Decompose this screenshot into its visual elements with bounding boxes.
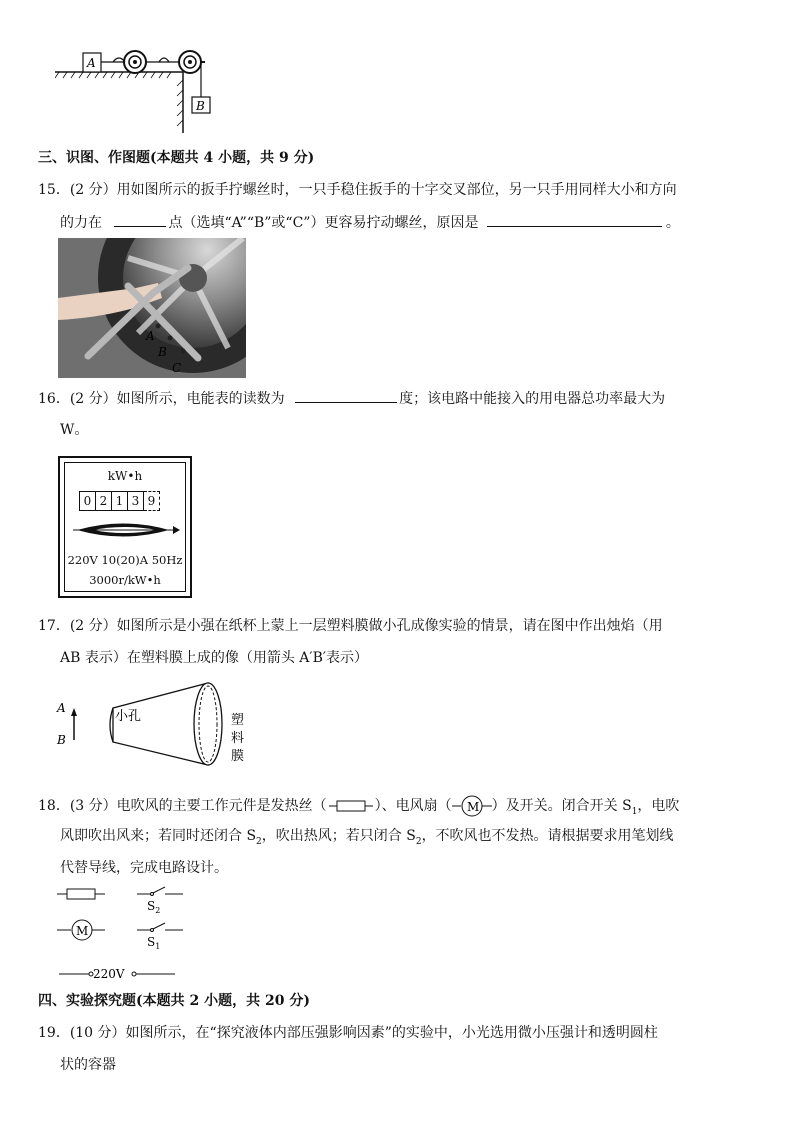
- meter-digit: 2: [96, 491, 112, 511]
- svg-text:M: M: [466, 800, 479, 814]
- q18-line2-c: ，吹出热风；若只闭合 S: [261, 828, 416, 844]
- q16-text-line1: [38, 388, 758, 409]
- meter-digit-decimal: 9: [144, 491, 160, 511]
- q15-text-line2: [60, 212, 780, 233]
- q18-line2-sub-1: 2: [256, 836, 262, 847]
- q18-text-line3: 代替导线，完成电路设计。: [60, 860, 228, 876]
- q15-line2-a: 的力在: [60, 215, 102, 231]
- q16-text-line2: W。: [60, 422, 89, 438]
- meter-spec-2: 3000r/kW•h: [89, 573, 161, 587]
- meter-unit: kW•h: [107, 469, 143, 483]
- film-label-3: 膜: [231, 749, 245, 764]
- block-b-label: B: [196, 99, 205, 113]
- meter-digits: [79, 491, 160, 511]
- q18-line1-a: 18．(3 分）电吹风的主要工作元件是发热丝（: [38, 798, 327, 814]
- supply-label: 220V: [93, 967, 125, 981]
- q18-line1-sub: 1: [631, 806, 638, 817]
- q18-line1-c: ）及开关。闭合开关 S: [491, 798, 632, 814]
- heater-symbol-icon: [329, 799, 373, 813]
- meter-digit: 1: [112, 491, 128, 511]
- meter-digit: 3: [128, 491, 144, 511]
- film-label-2: 料: [231, 731, 245, 746]
- circuit-components-figure: [55, 882, 205, 982]
- q18-line2-e: ，不吹风也不发热。请根据要求用笔划线: [421, 828, 674, 844]
- q16-answer-blank-1[interactable]: [295, 388, 397, 403]
- q16-line1-a: 16．(2 分）如图所示，电能表的读数为: [38, 391, 285, 407]
- section-4-heading: 四、实验探究题(本题共 2 小题，共 20 分): [38, 993, 310, 1009]
- q19-text-line1: 19．(10 分）如图所示，在“探究液体内部压强影响因素”的实验中，小光选用微小压强计和透明圆柱: [38, 1025, 658, 1041]
- q18-line1-b: ）、电风扇（: [374, 798, 452, 814]
- q18-line2-sub-2: 2: [415, 836, 422, 847]
- q15-line2-c: 。: [665, 215, 680, 231]
- q15-answer-blank-2[interactable]: [487, 212, 662, 227]
- q18-line1-e: ，电吹: [637, 798, 680, 814]
- q19-text-line2: 状的容器: [60, 1057, 116, 1073]
- block-a-label: A: [87, 56, 96, 70]
- q17-text-line1: 17．(2 分）如图所示是小强在纸杯上蒙上一层塑料膜做小孔成像实验的情景，请在图中作出烛焰（用: [38, 618, 663, 634]
- film-label-1: 塑: [231, 713, 245, 728]
- motor-label: M: [76, 924, 89, 938]
- q18-text-line2: [60, 826, 780, 852]
- q18-line2-a: 风即吹出风来；若同时还闭合 S: [60, 828, 257, 844]
- wrench-point-c: C: [172, 361, 182, 375]
- candle-label-a: A: [57, 701, 66, 715]
- q15-line2-b: 点（选填“A”“B”或“C”）更容易拧动螺丝，原因是: [168, 215, 479, 231]
- pinhole-figure: [55, 678, 265, 770]
- candle-label-b: B: [57, 733, 66, 747]
- section-3-heading: 三、识图、作图题(本题共 4 小题，共 9 分): [38, 150, 315, 166]
- meter-disc: [73, 519, 181, 541]
- energy-meter: [58, 456, 192, 598]
- wrench-photo: [58, 238, 246, 378]
- q18-text-line1: [38, 794, 758, 822]
- pinhole-label: 小孔: [115, 709, 142, 724]
- motor-symbol-icon: [452, 794, 492, 818]
- q15-text-line1: 15．(2 分）用如图所示的扳手拧螺丝时，一只手稳住扳手的十字交叉部位，另一只手用同样大小和方向: [38, 182, 677, 198]
- meter-spec-1: 220V 10(20)A 50Hz: [67, 553, 183, 567]
- pulley-figure: [55, 45, 215, 135]
- switch-s2-label: $S_2$: [147, 899, 161, 915]
- q17-text-line2: AB 表示）在塑料膜上成的像（用箭头 A′B′表示）: [60, 650, 369, 666]
- meter-digit: 0: [79, 491, 96, 511]
- wrench-point-b: B: [158, 345, 167, 359]
- q16-line1-b: 度；该电路中能接入的用电器总功率最大为: [399, 391, 666, 407]
- wrench-point-a: A: [146, 329, 155, 343]
- q15-answer-blank-1[interactable]: [114, 212, 166, 227]
- switch-s1-label: $S_1$: [147, 935, 161, 951]
